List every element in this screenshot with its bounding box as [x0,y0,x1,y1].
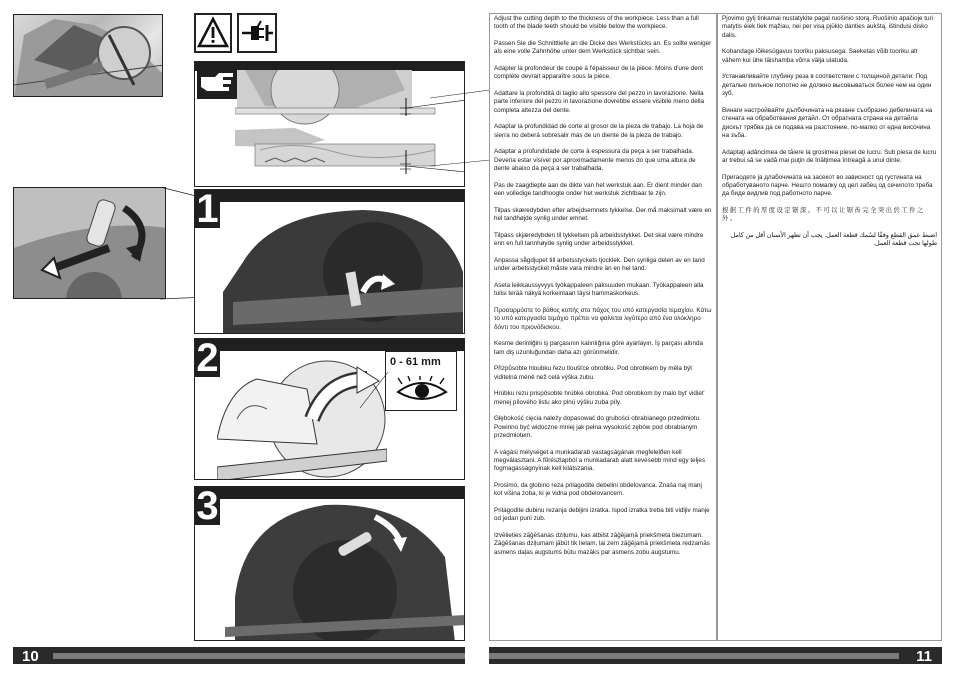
text-column-right [722,15,937,257]
pointing-hand-icon [197,63,237,99]
para-ar: اضبط عمق القطع وفقًا لسُمك قطعة العمل. يجب أن تظهر الأسنان أقل من كامل طولها تحت قطعة العمل. [730,232,937,248]
para-sk: Hrúbku rezu prispôsobte hrúbke obrobka. Pod obrobkom by malo byť vidieť menej pílového listu ako plnú výšku zuba píly. [494,390,705,406]
para-en: Adjust the cutting depth to the thickness of the workpiece. Less than a full tooth of the blade teeth should be visible below the workpiece. [494,15,699,31]
unplug-icon [239,15,275,51]
para-de: Passen Sie die Schnitttiefe an die Dicke des Werkstücks an. Es sollte weniger als eine volle Zahnhöhe unter dem Werkstück sichtbar sein. [494,40,712,56]
depth-illustration-panel [194,61,465,187]
depth-range-label: 0 - 61 mm [390,356,441,368]
para-sv: Anpassa sågdjupet till arbetsstyckets tjocklek. Den synliga delen av en tand under arbetsstycket måste vara mindre än en hel tand. [494,256,705,273]
para-lt: Pjovimo gylį tinkamai nustatykite pagal ruošinio storą. Ruošinio apačioje turi matytis ėiek tiek mąžiau, nei per visą pjūklo danties aukštą, ištindusi disko dalis. [722,15,934,39]
para-zh: 根据工件的厚度设定锯深。不可以让锯齿完全突出於工件之外。 [722,207,925,223]
para-it: Adattare la profondità di taglio allo spessore del pezzo in lavorazione. Nella parte inferiore del pezzo in lavorazione dovrebbe essere visibile meno della completa altezza del dente. [494,90,705,114]
para-es: Adaptar la profundidad de corte al grosor de la pieza de trabajo. La hoja de sierra no deberá sobresalir más de un diente de la pieza de trabajo. [494,123,704,139]
para-mk: Пригаодете ја длабочината на засекот во зависност од густината на обработуваното парче. Нешто помалку од цел забец од сечилото треба да биде видлив под работното парче. [722,173,933,198]
step-number-2: 2 [196,338,219,380]
para-fr: Adapter la profondeur de coupe à l'épaisseur de la pièce. Moins d'une dent complète devrait apparaître sous la pièce. [494,65,703,81]
step-3-panel [194,486,465,641]
para-tr: Kesme derinliğini iş parçasının kalınlığına göre ayarlayın. İş parçası altında tam diş uzunluğundan daha azı görünmelidir. [494,340,703,356]
para-sl: Prosimo, da globino reza prilagodite debelini obdelovanca. Znaša naj manj kot višina zoba, ki je vidna pod obdelovancem. [494,482,702,498]
para-ro: Adaptaţi adâncimea de tăiere la grosimea piesei de lucru. Sub piesa de lucru ar trebui să se vadă mai puţin de înălţimea întreagă a unui dinte. [722,148,937,165]
page-number-right: 11 [916,648,932,665]
para-no: Tilpass skjæredybden til tykkelsen på arbeidsstykket. Det skal være mindre enn en full tannhøyde synlig under arbeidsstykket. [494,231,704,248]
unplug-icon-box [237,13,277,53]
step-2-panel [194,338,465,480]
para-el: Προσαρμόστε το βάθος κοπής στο πάχος του υπό κατεργασία τεμαχίου. Κάτω το υπό κατεργασία τεμάχιο πρέπει να φαίνεται λιγότερο από ένα ολόκληρο δόντι του πριονόδισκου. [494,306,712,331]
para-cs: Přizpůsobte hloubku řezu tloušťce obrobku. Pod obrobkem by měla být viditelná méně než celá výška zubu. [494,365,693,381]
para-et: Kohandage lõikesügavus tooriku paksusega. Saeketas võib tooriku alt vähem kui ühe täishamba võrra välja ulatuda. [722,48,918,64]
text-column-left [494,15,712,565]
para-hr: Prilagodite dubinu rezanja debljini izratka. Ispod izratka treba biti vidljiv manje od jedan puni zub. [494,507,710,523]
footer-bar-right [489,647,942,664]
para-da: Tilpas skæredybden efter arbejdsemnets tykkelse. Der må maksimalt være en hel tandhøjde synlig under emnet. [494,206,712,223]
para-ru: Устанавливайте глубину реза в соответствии с толщиной детали: Под деталью пильное полотно не должно высовываться более чем на один зуб. [722,73,932,98]
para-pl: Głębokość cięcia należy dopasować do grubości obrabianego przedmiotu. Powinno być widoczne mniej jak pełna wysokość zębów pod obrabianym przedmiotem. [494,415,701,440]
para-pt: Adaptar a profundidade de corte à espessura da peça a ser trabalhada. Deveria estar visível por aproximadamente menos do que uma altura de dente abaixo da peça a ser trabalhada. [494,148,696,173]
para-nl: Pas de zaagdiepte aan de dikte van het werkstuk aan. Er dient minder dan een volledige tandhoogte onder het werkstuk zichtbaar te zijn. [494,181,702,198]
para-hu: A vágási mélységet a munkadarab vastagságának megfelelően kell megválasztani. A fűrészlapból a munkadarab alatt kevesebb mind egy teljes fogmagasságnyinak kell kilátszania. [494,448,706,473]
footer-bar-left [13,647,465,664]
callout-lines [430,90,490,170]
para-lv: Izvēlieties zāģēšanas dziļumu, kas atbilst zāģējamā priekšmeta biezumam. Zāģēšanas dziļumam jābūt tik lielam, lai zem zāģējamā priekšmeta redzamās asmens daļas augstums būtu mazāks par asmens zobu augstumu. [494,532,710,556]
warning-icon-box [194,13,232,53]
para-bg: Винаги настройвайте дълбочината на рязане съобразно дебелината на стената на обработвания детайл. От обратната страна на детайла дискът трябва да се подава на разстояние, по-малко от една височина на зъба. [722,106,933,140]
para-fi: Aseta leikkaussyvyys työkappaleen paksuuden mukaan. Työkappaleen alla tulisi terää näkyä korkeintaan täysi hammaskorkeus. [494,281,704,298]
warning-triangle-icon [196,15,230,51]
step-number-3: 3 [196,486,219,528]
saw-photo-top [13,14,163,97]
lever-detail-photo [13,187,166,299]
step-1-panel [194,189,465,334]
step-number-1: 1 [196,189,219,231]
step2-callout-line [360,370,390,410]
eye-icon [394,376,450,406]
page-number-left: 10 [22,648,39,665]
